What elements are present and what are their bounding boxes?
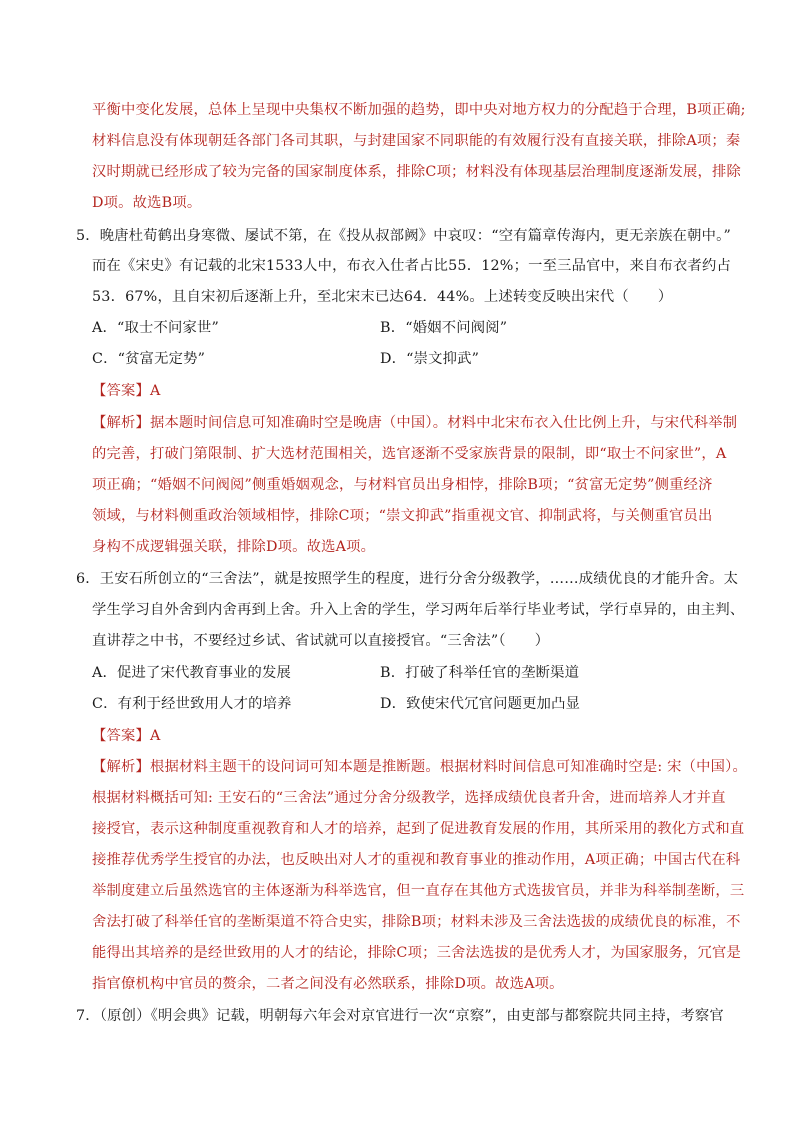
analysis-line: 项正确；“婚姻不问阀阅”侧重婚姻观念，与材料官员出身相悖，排除B项；“贫富无定势”侧重经济 — [92, 477, 713, 493]
question-stem-line: 53．67%，且自宋初后逐渐上升，至北宋末已达64．44%。上述转变反映出宋代（ ） — [92, 289, 673, 305]
analysis-line: 的完善，打破门第限制、扩大选材范围相关，选官逐渐不受家族背景的限制，即“取士不问家世”，A — [92, 446, 727, 462]
analysis-line: 接授官，表示这种制度重视教育和人才的培养，起到了促进教育发展的作用，其所采用的教化方式和直 — [92, 821, 745, 837]
analysis-line: 领域，与材料侧重政治领域相悖，排除C项；“崇文抑武”指重视文官、抑制武将，与关侧重官员出 — [92, 508, 713, 524]
option-b: B．“婚姻不问阀阅” — [380, 320, 508, 336]
option-d: D．致使宋代冗官问题更加凸显 — [380, 696, 581, 712]
question-stem-line: 6．王安石所创立的“三舍法”，就是按照学生的程度，进行分舍分级教学，……成绩优良的才能升舍。太 — [76, 571, 739, 587]
option-d: D．“崇文抑武” — [380, 351, 480, 367]
question-stem-line: 直讲荐之中书，不要经过乡试、省试就可以直接授官。“三舍法”（ ） — [92, 633, 550, 649]
analysis-line: 身构不成逻辑强关联，排除D项。故选A项。 — [92, 539, 376, 555]
option-c: C．“贫富无定势” — [92, 351, 206, 367]
question-stem-line: 7．（原创）《明会典》记载，明朝每六年会对京官进行一次“京察”，由吏部与都察院共同主持，考察官 — [76, 1008, 724, 1024]
analysis-line: 舍法打破了科举任官的垄断渠道不符合史实，排除B项；材料未涉及三舍法选拔的成绩优良的标准，不 — [92, 914, 741, 930]
analysis-line: 汉时期就已经形成了较为完备的国家制度体系，排除C项；材料没有体现基层治理制度逐渐发展，排除 — [92, 164, 741, 180]
analysis-line: 根据材料概括可知: 王安石的“三舍法”通过分舍分级教学，选择成绩优良者升舍，进而培养人才并直 — [92, 790, 726, 806]
analysis-line: 能得出其培养的是经世致用的人才的结论，排除C项；三舍法选拔的是优秀人才，为国家服务，冗官是 — [92, 945, 741, 961]
analysis-line: 材料信息没有体现朝廷各部门各司其职，与封建国家不同职能的有效履行没有直接关联，排除A项；秦 — [92, 133, 741, 149]
option-a: A．“取士不问家世” — [92, 320, 220, 336]
analysis-line: 平衡中变化发展，总体上呈现中央集权不断加强的趋势，即中央对地方权力的分配趋于合理，B项正确; — [92, 102, 746, 118]
analysis-line: 【解析】据本题时间信息可知准确时空是晚唐（中国）。材料中北宋布衣入仕比例上升，与宋代科举制 — [92, 415, 738, 431]
answer-label: 【答案】A — [92, 383, 161, 399]
option-a: A．促进了宋代教育事业的发展 — [92, 665, 291, 681]
analysis-line: 【解析】根据材料主题干的设问词可知本题是推断题。根据材料时间信息可知准确时空是: 宋（中国）。 — [92, 759, 747, 775]
analysis-line: 指官僚机构中官员的赘余，二者之间没有必然联系，排除D项。故选A项。 — [92, 976, 564, 992]
answer-label: 【答案】A — [92, 728, 161, 744]
analysis-line: 举制度建立后虽然选官的主体逐渐为科举选官，但一直存在其他方式选拔官员，并非为科举制垄断，三 — [92, 883, 745, 899]
option-b: B．打破了科举任官的垄断渠道 — [380, 665, 580, 681]
question-stem-line: 5．晚唐杜荀鹤出身寒微、屡试不第，在《投从叔部阙》中哀叹：“空有篇章传海内，更无亲族在朝中。” — [76, 228, 732, 244]
analysis-line: D项。故选B项。 — [92, 195, 202, 211]
option-c: C．有利于经世致用人才的培养 — [92, 696, 292, 712]
analysis-line: 接推荐优秀学生授官的办法，也反映出对人才的重视和教育事业的推动作用，A项正确；中国古代在科 — [92, 852, 741, 868]
question-stem-line: 学生学习自外舍到内舍再到上舍。升入上舍的学生，学习两年后举行毕业考试，学行卓异的，由主判、 — [92, 602, 745, 618]
question-stem-line: 而在《宋史》有记载的北宋1533人中，布衣入仕者占比55．12%；一至三品官中，来自布衣者约占 — [92, 258, 732, 274]
